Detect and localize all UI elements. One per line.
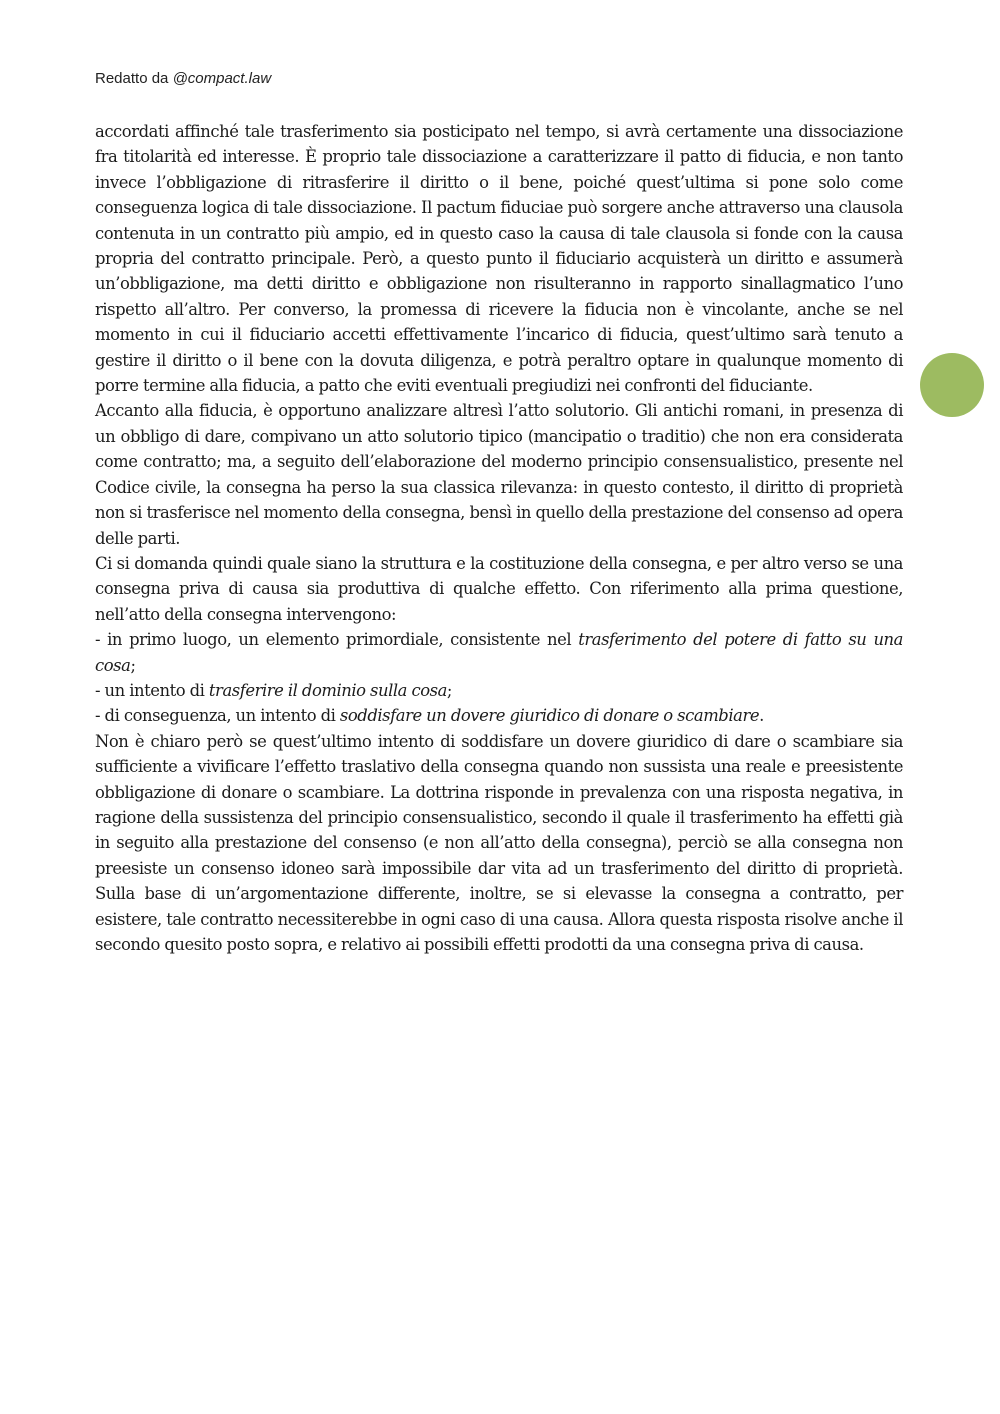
list-item-emphasis: soddisfare un dovere giuridico di donare o scambiare — [339, 706, 760, 726]
list-item-suffix: . — [759, 706, 764, 726]
list-item-emphasis: trasferire il dominio sulla cosa — [208, 680, 447, 700]
list-item — [95, 703, 903, 728]
header-prefix: Redatto da — [95, 70, 173, 87]
author-handle: @compact.law — [172, 70, 272, 87]
document-body — [95, 119, 903, 957]
page-header — [95, 70, 271, 87]
list-item-suffix: ; — [130, 655, 136, 675]
list-item-emphasis: trasferimento del potere di fatto su una cosa — [95, 630, 903, 675]
list-item-prefix: - in primo luogo, un elemento primordiale, consistente nel — [95, 630, 579, 650]
paragraph-fiducia: accordati affinché tale trasferimento sia posticipato nel tempo, si avrà certamente una dissociazione fra titolarità ed interesse. È proprio tale dissociazione a caratterizzare il patto di fiducia, e non tanto invece l’obbligazione di ritrasferire il diritto o il bene, poiché quest’ultima si pone solo come conseguenza logica di tale dissociazione. Il pactum fiduciae può sorgere anche attraverso una clausola contenuta in un contratto più ampio, ed in questo caso la causa di tale clausola si fonde con la causa propria del contratto principale. Però, a questo punto il fiduciario acquisterà un diritto e assumerà un’obbligazione, ma detti diritto e obbligazione non risulteranno in rapporto sinallagmatico l’uno rispetto all’altro. Per converso, la promessa di ricevere la fiducia non è vincolante, anche se nel momento in cui il fiduciario accetti effettivamente l’incarico di fiducia, quest’ultimo sarà tenuto a gestire il diritto o il bene con la dovuta diligenza, e potrà peraltro optare in qualunque momento di porre termine alla fiducia, a patto che eviti eventuali pregiudizi nei confronti del fiduciante. — [95, 122, 903, 396]
paragraph-conclusion: Non è chiaro però se quest’ultimo intento di soddisfare un dovere giuridico di dare o scambiare sia sufficiente a vivificare l’effetto traslativo della consegna quando non sussista una reale e preesistente obbligazione di donare o scambiare. La dottrina risponde in prevalenza con una risposta negativa, in ragione della sussistenza del principio consensualistico, secondo il quale il trasferimento ha effetti già in seguito alla prestazione del consenso (e non all’atto della consegna), perciò se alla consegna non preesiste un consenso idoneo sarà impossibile dar vita ad un trasferimento del diritto di proprietà. Sulla base di un’argomentazione differente, inoltre, se si elevasse la consegna a contratto, per esistere, tale contratto necessiterebbe in ogni caso di una causa. Allora questa risposta risolve anche il secondo quesito posto sopra, e relativo ai possibili effetti prodotti da una consegna priva di causa. — [95, 731, 903, 954]
list-item — [95, 678, 903, 703]
list-item-prefix: - un intento di — [95, 680, 209, 700]
list-item-prefix: - di conseguenza, un intento di — [95, 706, 340, 726]
list-item — [95, 627, 903, 678]
paragraph-consegna-question: Ci si domanda quindi quale siano la struttura e la costituzione della consegna, e per altro verso se una consegna priva di causa sia produttiva di qualche effetto. Con riferimento alla prima questione, nell’atto della consegna intervengono: — [95, 553, 903, 624]
paragraph-atto-solutorio: Accanto alla fiducia, è opportuno analizzare altresì l’atto solutorio. Gli antichi romani, in presenza di un obbligo di dare, compivano un atto solutorio tipico (mancipatio o traditio) che non era considerata come contratto; ma, a seguito dell’elaborazione del moderno principio consensualistico, presente nel Codice civile, la consegna ha perso la sua classica rilevanza: in questo contesto, il diritto di proprietà non si trasferisce nel momento della consegna, bensì in quello della prestazione del consenso ad opera delle parti. — [95, 401, 903, 548]
page-marker-dot — [920, 353, 984, 417]
list-item-suffix: ; — [446, 680, 452, 700]
